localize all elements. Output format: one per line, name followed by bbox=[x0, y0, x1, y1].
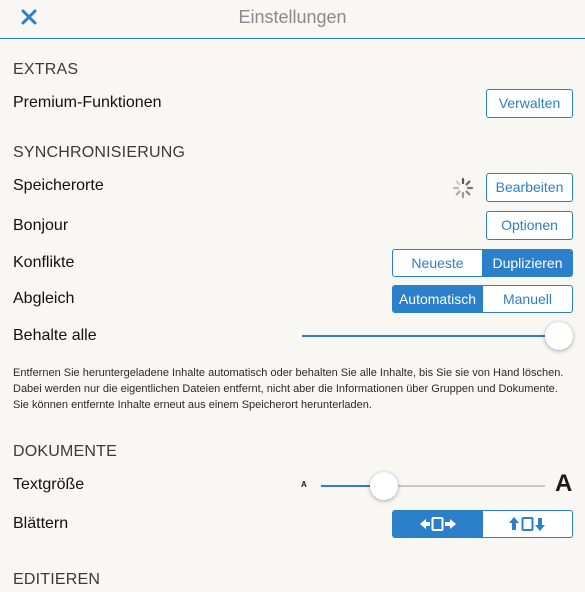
premium-features-label: Premium-Funktionen bbox=[13, 94, 162, 111]
loading-spinner-icon bbox=[452, 177, 474, 199]
options-button[interactable]: Optionen bbox=[486, 211, 573, 240]
section-title-sync: SYNCHRONISIERUNG bbox=[13, 144, 186, 161]
conflicts-option-newest[interactable]: Neueste bbox=[411, 255, 464, 271]
section-title-editing: EDITIEREN bbox=[13, 571, 101, 588]
paging-option-vertical[interactable] bbox=[482, 511, 572, 537]
text-size-slider-thumb[interactable] bbox=[370, 472, 398, 500]
conflicts-label: Konflikte bbox=[13, 254, 75, 271]
paging-label: Blättern bbox=[13, 515, 69, 532]
conflicts-segmented-control bbox=[392, 249, 573, 277]
text-size-large-glyph: A bbox=[555, 470, 573, 497]
keep-content-slider-thumb[interactable] bbox=[545, 322, 573, 350]
bonjour-label: Bonjour bbox=[13, 217, 69, 234]
keep-all-label: Behalte alle bbox=[13, 327, 97, 344]
page-title: Einstellungen bbox=[238, 7, 347, 27]
edit-button[interactable]: Bearbeiten bbox=[486, 173, 573, 202]
manage-button[interactable]: Verwalten bbox=[486, 89, 573, 118]
reconcile-option-automatic[interactable]: Automatisch bbox=[393, 286, 482, 312]
text-size-small-glyph: A bbox=[301, 480, 307, 489]
reconcile-option-manual[interactable]: Manuell bbox=[482, 286, 572, 312]
horizontal-paging-icon bbox=[419, 516, 457, 532]
section-title-documents: DOKUMENTE bbox=[13, 443, 118, 460]
storage-locations-label: Speicherorte bbox=[13, 177, 104, 194]
reconcile-label: Abgleich bbox=[13, 290, 75, 307]
section-title-extras: EXTRAS bbox=[13, 61, 79, 78]
paging-segmented-control bbox=[392, 510, 573, 538]
text-size-slider-track[interactable] bbox=[321, 485, 545, 487]
keep-content-slider-fill bbox=[302, 335, 559, 337]
paging-option-horizontal[interactable] bbox=[393, 511, 482, 537]
text-size-label: Textgröße bbox=[13, 476, 85, 493]
sync-description: Entfernen Sie heruntergeladene Inhalte automatisch oder behalten Sie alle Inhalte, bis Sie sie von Hand löschen. Dabei werden nur die eigentlichen Dateien entfernt, nicht aber die Informationen über Gruppen und Dokumente. Sie können entfernte Inhalte erneut aus einem Speicherort herunterladen. bbox=[13, 367, 564, 411]
conflicts-option-duplicate[interactable]: Duplizieren bbox=[482, 250, 572, 276]
vertical-paging-icon bbox=[509, 516, 547, 532]
header-divider bbox=[0, 38, 585, 39]
reconcile-segmented-control bbox=[392, 285, 573, 313]
keep-content-slider-track[interactable] bbox=[302, 335, 559, 337]
